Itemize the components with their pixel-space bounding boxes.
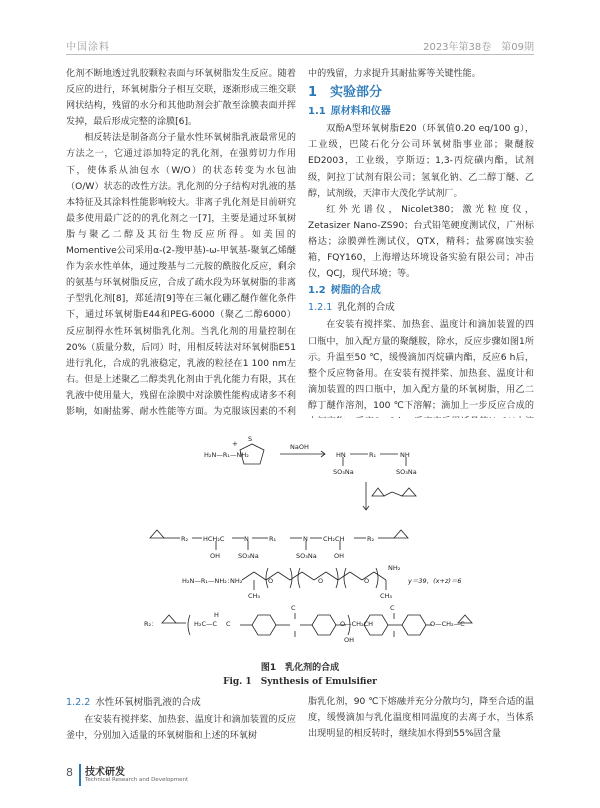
reaction-scheme xyxy=(140,420,480,660)
paragraph-instruments: 红外光谱仪，Nicolet380；激光粒度仪，Zetasizer Nano-ZS90；台式铅笔硬度测试仪，广州标格达；涂膜弹性测试仪，QTX，精科；盐雾腐蚀实验箱，FQY160，上海增达环境设备实验有限公司；冲击仪，QCJ，现代环境；等。 xyxy=(308,204,534,280)
section-heading-1-1 xyxy=(308,104,534,120)
n-label: N xyxy=(244,535,249,543)
so3na-label: SO₃Na xyxy=(396,468,417,476)
nh2-label: NH₂ xyxy=(388,564,401,572)
issue-info: 2023年第38卷 第09期 xyxy=(423,42,534,53)
oh-label: OH xyxy=(210,552,221,560)
ch2ch-label: CH₂CH xyxy=(323,535,345,543)
epoxide-ring-right xyxy=(394,530,408,538)
c-label: C xyxy=(291,604,296,612)
subscript-equation: y＝39，(x+z)＝6 xyxy=(408,577,462,585)
so3na-label: SO₃Na xyxy=(333,468,354,476)
h-label: H xyxy=(214,611,219,619)
header-rule xyxy=(66,54,534,55)
h2c-label: H₂C—C xyxy=(194,620,218,628)
section-number: 1.2.2 xyxy=(66,697,91,708)
r2-definition-label: R₂： xyxy=(144,620,158,628)
section-title: 树脂的合成 xyxy=(330,285,381,297)
section-title: 原材料和仪器 xyxy=(330,106,391,118)
c-label: C xyxy=(226,620,231,628)
r1-label: R₁ xyxy=(269,535,277,543)
section-heading-1-2-2 xyxy=(66,695,296,711)
amine-definition-label: H₂N—R₁—NH₂： xyxy=(182,577,234,585)
section-title: 乳化剂的合成 xyxy=(337,302,395,314)
section-number: 1.1 xyxy=(308,106,326,118)
page-header xyxy=(0,0,600,60)
left-column xyxy=(66,66,296,418)
footer-accent-bar xyxy=(79,764,81,786)
journal-name: 中国涂料 xyxy=(66,42,110,53)
section-heading-1-2 xyxy=(308,283,534,299)
figure-caption-cn: 图1 乳化剂的合成 xyxy=(260,663,340,673)
section-heading-1 xyxy=(308,85,534,101)
och2ch-label: O—CH₂CH xyxy=(340,620,374,628)
benzene-ring xyxy=(402,615,426,635)
paragraph-emulsifier-synthesis: 在安装有搅拌桨、加热套、温度计和滴加装置的四口瓶中，加入配方量的聚醚胺，除水，反应步骤如图1所示。升温至50 ℃，缓慢滴加丙烷磺内酯，反应6 h后，整个反应物备用。在安装有搅拌桨、加热套、温度计和滴加装置的四口瓶中，加入配方量的环氧树脂，用乙二醇丁醚作溶剂，100 ℃下溶解；滴加上一步反应合成的 xyxy=(308,320,534,411)
epoxide-ring-left xyxy=(150,530,164,538)
section-title: 实验部分 xyxy=(330,85,383,101)
plus-sign: + xyxy=(232,440,238,448)
page-number: 8 xyxy=(66,766,73,779)
r2-label: R₂ xyxy=(181,535,189,543)
c-label: C xyxy=(390,604,395,612)
footer-section-cn: 技术研发 xyxy=(85,767,125,778)
oxygen-label: O xyxy=(268,577,274,585)
oxygen-label: O xyxy=(318,577,324,585)
benzene-ring xyxy=(252,615,276,635)
sulfur-label: S xyxy=(248,435,253,443)
bottom-right-column xyxy=(308,694,534,754)
section-heading-1-2-1 xyxy=(308,300,534,316)
so3na-label: SO₃Na xyxy=(296,552,317,560)
page-footer xyxy=(66,760,266,800)
footer-section-en: Technical Research and Development xyxy=(85,777,189,783)
hn-label: HN xyxy=(336,451,346,459)
ch3-label: CH₃ xyxy=(248,592,261,600)
so3na-label: SO₃Na xyxy=(238,552,259,560)
reactant-amine-label: H₂N—R₁—NH₂ xyxy=(204,451,249,459)
nh-label: NH xyxy=(400,451,410,459)
paragraph-emulsion-synthesis: 在安装有搅拌桨、加热套、温度计和滴加装置的反应釜中，分别加入适量的环氧树脂和上述的环氧树 xyxy=(66,715,296,742)
bottom-left-column xyxy=(66,694,296,754)
section-number: 1.2 xyxy=(308,285,326,297)
section-number: 1 xyxy=(308,85,318,101)
epoxide-ring xyxy=(372,488,384,496)
figure-caption-en: Fig. 1 Synthesis of Emulsifier xyxy=(223,677,377,687)
hch2c-label: HCH₂C xyxy=(203,535,225,543)
paragraph-intro-continuation: 化剂不断地透过乳胶颗粒表面与环氧树脂发生反应。随着反应的进行，环氧树脂分子相互交联，逐渐形成三维交联网状结构，残留的水分和其他助剂会扩散至涂膜表面并挥发掉，最后形成完整的涂膜[6]。 xyxy=(66,69,296,128)
oxygen-label: O xyxy=(364,577,370,585)
paragraph-phase-inversion: 相反转法是制备高分子量水性环氧树脂乳液最常见的方法之一，它通过添加特定的乳化剂，在强剪切力作用下，使体系从油包水（W/O）的状态转变为水包油（O/W）状态的改性方法。乳化剂的分子结构对乳液的基本特征及其涂料性能影响较大。非离子乳化剂是目前研究最多使用最广泛的的乳化剂之一[7]，主要是通过环氧树脂与聚乙二醇及其衍生物反应所得。如美国的Momentive公司采用α-(2-羧甲基)-ω-甲氧基-聚氧乙烯醚作为亲水性单体，通过羧基与二元胺的酰胺化反应，剩余的氨基与环氧树脂反应，合成了疏水段为环氧树脂的非离子型乳化剂[8]，郑延清[9]等在三氟化硼乙醚作催化条件下，通过环氧树脂E44和PEG-6000（聚乙二醇6000）反应制得水性环氧树脂乳化剂。当乳化剂的用量控制在20%（质量分数，后同）时，用相反转法对环氧树脂E51进行乳化，合成的乳液稳定，乳液的粒径在1 100 nm左右。但是上述聚乙二醇类乳化剂由于乳化能力有限，其在乳液中使用量大，残留在涂膜中对涂膜性能构成诸多不利影响，如耐盐雾、耐水性能等方面。为克服该因素的不利 xyxy=(66,133,296,417)
paragraph-emulsion-continuation: 脂乳化剂，90 ℃下熔融并充分分散均匀，降至合适的温度，缓慢滴加与乳化温度相同温度的去离子水，当体系出现明显的相反转时，继续加水得到55%固含量 xyxy=(308,697,534,740)
benzene-ring xyxy=(312,615,336,635)
paragraph-materials: 双酚A型环氧树脂E20（环氧值0.20 eq/100 g），工业级，巴陵石化分公司环氧树脂事业部；聚醚胺ED2003，工业级，亨斯迈；1,3-丙烷磺内酯，试剂级，阿拉丁试剂有限公司；氢氧化钠、乙二醇丁醚、乙醇，试剂级，天津市大茂化学试剂厂。 xyxy=(308,124,534,199)
naoh-label: NaOH xyxy=(290,443,309,451)
section-title: 水性环氧树脂乳液的合成 xyxy=(95,697,201,708)
oh-label: OH xyxy=(344,636,355,644)
section-number: 1.2.1 xyxy=(308,302,333,314)
paragraph-left-continuation: 中的残留，力求提升其耐盐雾等关键性能。 xyxy=(308,69,481,79)
och2c-label: O—CH₂—C xyxy=(430,620,465,628)
ch3-label: CH₃ xyxy=(380,592,393,600)
right-column xyxy=(308,66,534,418)
oh-label: OH xyxy=(334,552,345,560)
r1-label: R₁ xyxy=(369,451,377,459)
n-label: N xyxy=(303,535,308,543)
r2-label: R₂ xyxy=(367,535,375,543)
nh2-label: NH₂ xyxy=(230,577,243,585)
